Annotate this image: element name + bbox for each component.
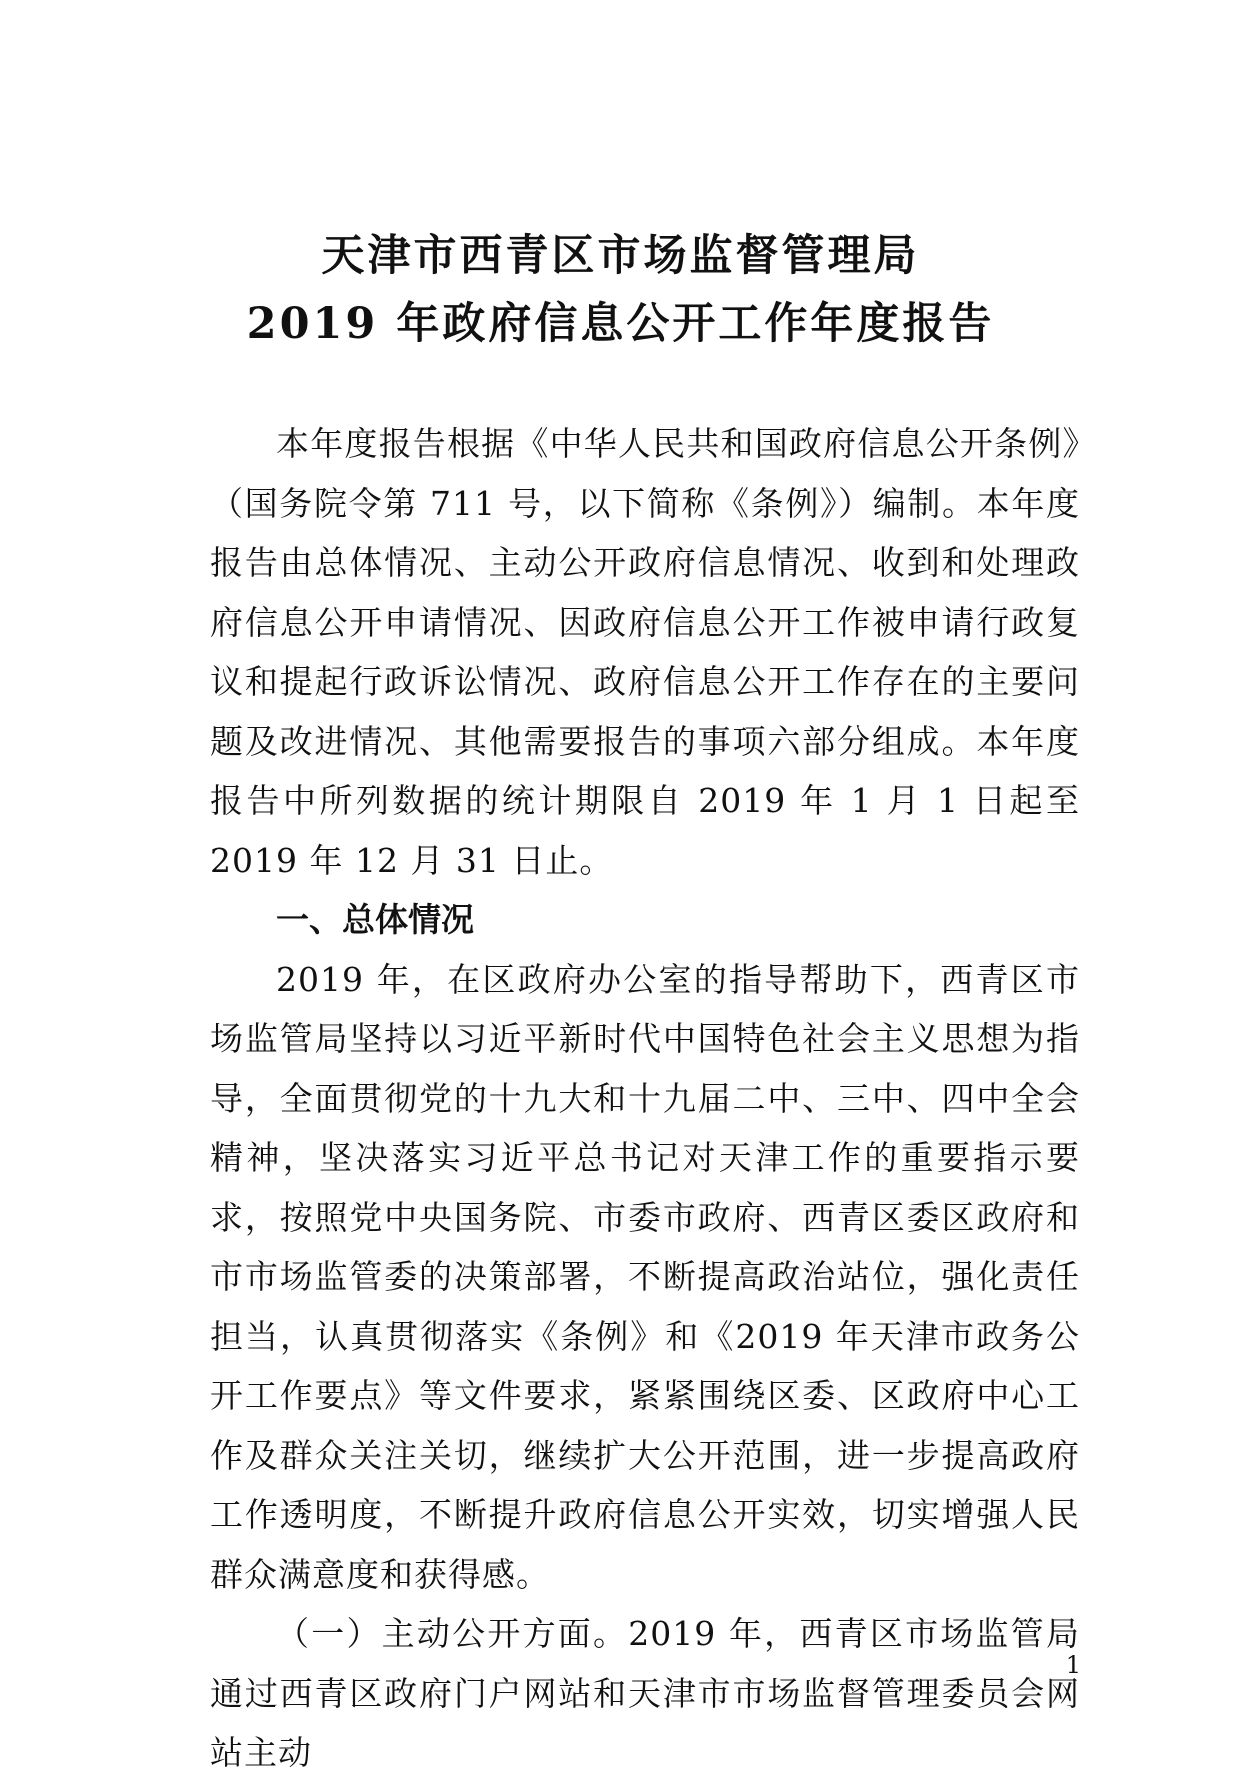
document-body [210, 414, 1080, 1783]
title-line-2: 2019 年政府信息公开工作年度报告 [246, 299, 995, 349]
document-title [0, 222, 1241, 358]
intro-paragraph: 本年度报告根据《中华人民共和国政府信息公开条例》（国务院令第 711 号，以下简称《条例》）编制。本年度报告由总体情况、主动公开政府信息情况、收到和处理政府信息公开申请情况、因政府信息公开工作被申请行政复议和提起行政诉讼情况、政府信息公开工作存在的主要问题及改进情况、其他需要报告的事项六部分组成。本年度报告中所列数据的统计期限自 2019 年 1 月 1 日起至 2019 年 12 月 31 日止。 [210, 424, 1080, 880]
page-number: 1 [1065, 1651, 1081, 1679]
section-heading-overview: 一、总体情况 [276, 900, 474, 939]
title-line-1: 天津市西青区市场监督管理局 [321, 231, 920, 281]
proactive-disclosure-paragraph: （一）主动公开方面。2019 年，西青区市场监管局通过西青区政府门户网站和天津市市场监督管理委员会网站主动 [210, 1614, 1080, 1772]
overview-paragraph: 2019 年，在区政府办公室的指导帮助下，西青区市场监管局坚持以习近平新时代中国特色社会主义思想为指导，全面贯彻党的十九大和十九届二中、三中、四中全会精神，坚决落实习近平总书记对天津工作的重要指示要求，按照党中央国务院、市委市政府、西青区委区政府和市市场监管委的决策部署，不断提高政治站位，强化责任担当，认真贯彻落实《条例》和《2019 年天津市政务公开工作要点》等文件要求，紧紧围绕区委、区政府中心工作及群众关注关切，继续扩大公开范围，进一步提高政府工作透明度，不断提升政府信息公开实效，切实增强人民群众满意度和获得感。 [210, 959, 1080, 1594]
